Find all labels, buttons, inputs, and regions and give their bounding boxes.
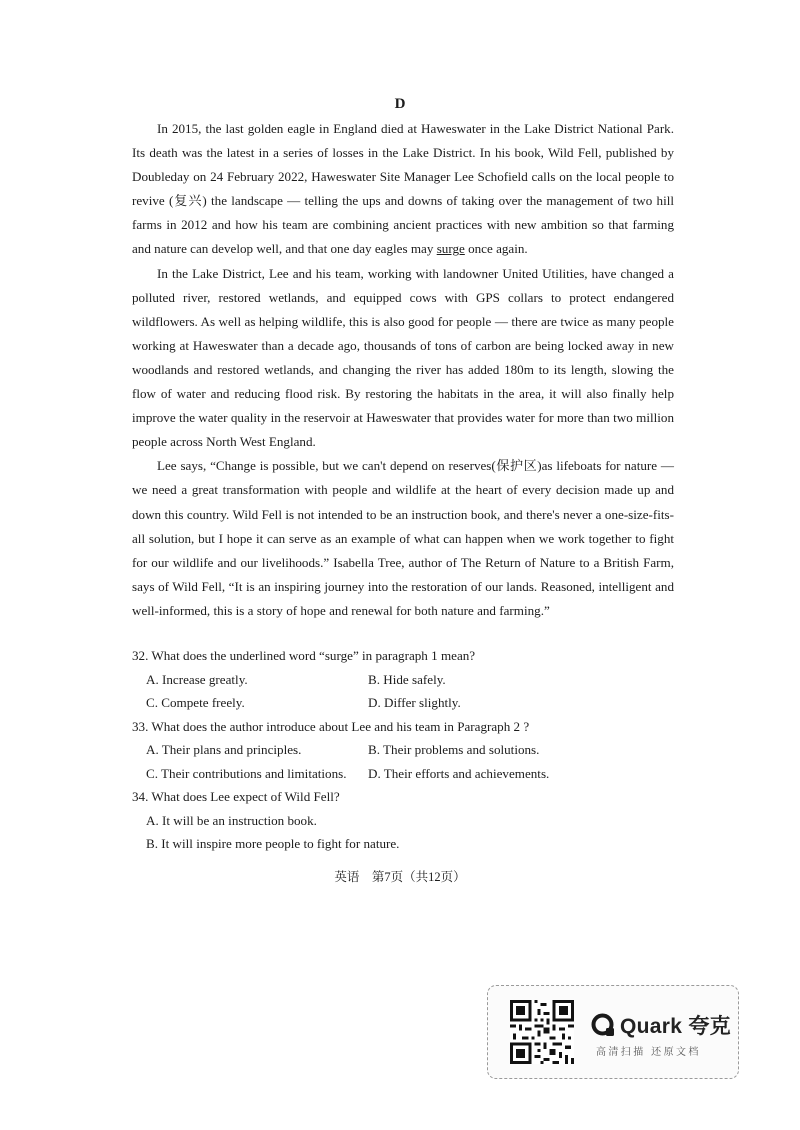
quark-brand: Quark 夸克 bbox=[620, 1015, 731, 1038]
page-footer: 英语 第7页（共12页） bbox=[334, 870, 466, 884]
quark-tagline: 高清扫描 还原文档 bbox=[596, 1047, 701, 1058]
question-stem: 32. What does the underlined word “surge” in paragraph 1 mean? bbox=[132, 648, 476, 663]
paragraph-1-text: In 2015, the last golden eagle in England died at Haweswater in the Lake District National Park. Its death was the latest in a series of losses in the Lake District. In his book, Wild Fell, published by Doubleday on 24 February 2022, Haweswater Site Manager Lee Schofield calls on the local people to revive (复兴) the landscape — telling the ups and downs of taking over the management of two hill farms in 2012 and how his team are combining ancient practices with new ambition so that farming and nature can develop well, and that one day eagles may bbox=[132, 121, 674, 257]
paragraph-1 bbox=[132, 117, 674, 262]
question-33 bbox=[132, 715, 692, 786]
qr-code-icon bbox=[510, 1000, 574, 1064]
questions-section bbox=[132, 644, 692, 856]
option-b: B. It will inspire more people to fight for nature. bbox=[146, 836, 400, 851]
reading-passage bbox=[132, 117, 674, 623]
option-a: A. Their plans and principles. bbox=[146, 742, 302, 757]
underlined-word: surge bbox=[436, 241, 465, 257]
quark-watermark bbox=[487, 985, 739, 1079]
question-32 bbox=[132, 644, 692, 715]
option-d: D. Their efforts and achievements. bbox=[368, 765, 550, 781]
option-c: C. Their contributions and limitations. bbox=[146, 765, 347, 781]
question-stem: 33. What does the author introduce about Lee and his team in Paragraph 2 ? bbox=[132, 718, 530, 734]
paragraph-1-end: once again. bbox=[464, 241, 528, 257]
question-34 bbox=[132, 785, 692, 856]
option-d: D. Differ slightly. bbox=[368, 695, 461, 710]
option-b: B. Their problems and solutions. bbox=[368, 742, 540, 757]
section-title: D bbox=[394, 96, 406, 112]
option-b: B. Hide safely. bbox=[368, 671, 446, 687]
paragraph-2: In the Lake District, Lee and his team, working with landowner United Utilities, have changed a polluted river, restored wetlands, and equipped cows with GPS collars to protect endangered wildflowers. As well as helping wildlife, this is also good for people — there are twice as many people working at Haweswater than a decade ago, thousands of tons of carbon are being locked away in new woodlands and restored wetlands, and changing the river has added 180m to its length, slowing the flow of water and reducing flood risk. By restoring the habitats in the area, it will also finally help improve the water quality in the reservoir at Haweswater that provides water for more than two million people across North West England. bbox=[132, 265, 674, 450]
question-stem: 34. What does Lee expect of Wild Fell? bbox=[132, 789, 340, 804]
option-a: A. It will be an instruction book. bbox=[146, 812, 317, 828]
option-c: C. Compete freely. bbox=[146, 695, 245, 710]
paragraph-3: Lee says, “Change is possible, but we can't depend on reserves(保护区)as lifeboats for nature — we need a great transformation with people and wildlife at the heart of every decision made up and down this country. Wild Fell is not intended to be an instruction book, and there's never a one-size-fits-all solution, but I hope it can serve as an example of what can happen when we work together to fight for our wildlife and our livelihoods.” Isabella Tree, author of The Return of Nature to a British Farm, says of Wild Fell, “It is an inspiring journey into the restoration of our lands. Reasoned, intelligent and well-informed, this is a story of hope and renewal for both nature and farming.” bbox=[132, 458, 674, 618]
option-a: A. Increase greatly. bbox=[146, 671, 248, 687]
quark-logo-icon bbox=[591, 1013, 615, 1037]
